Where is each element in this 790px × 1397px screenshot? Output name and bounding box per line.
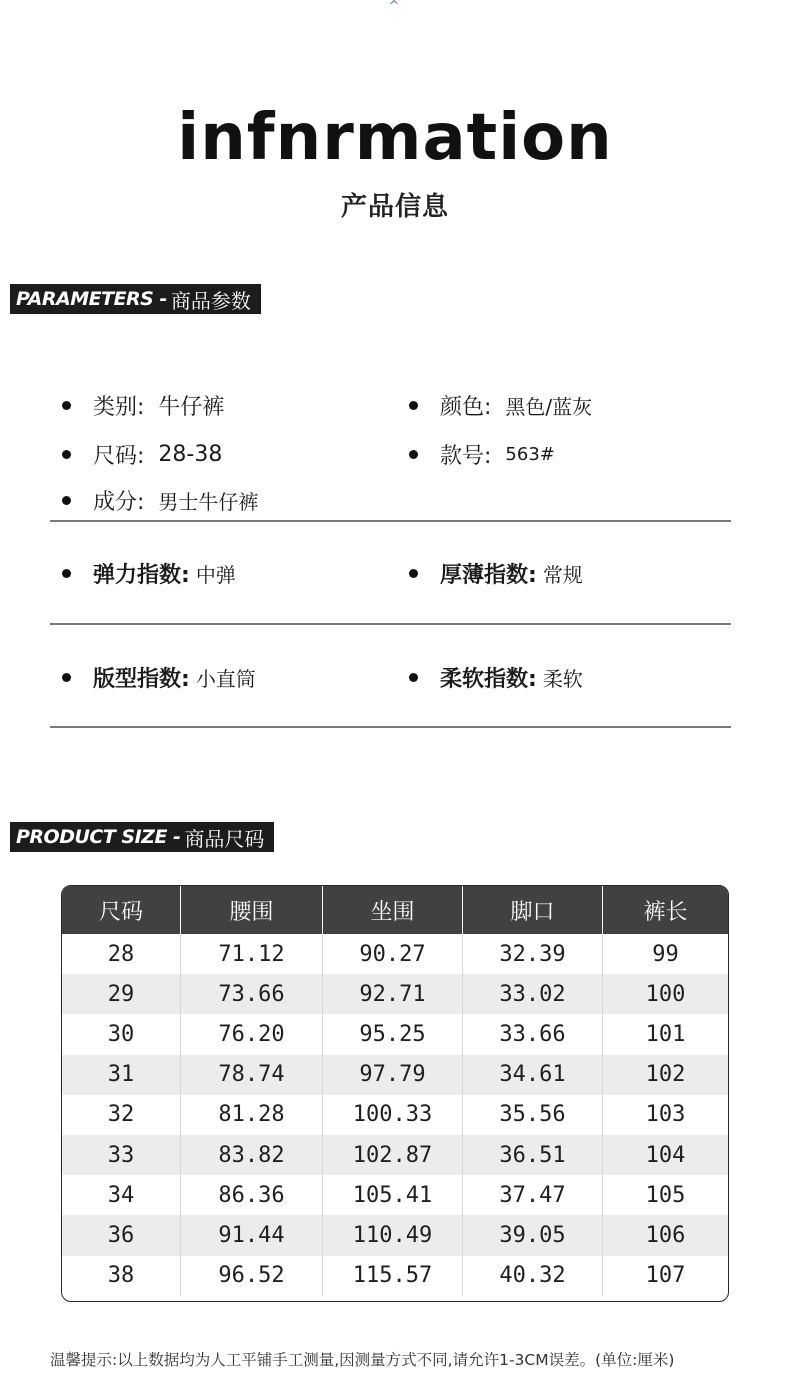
table-header-cell: 脚口 — [463, 886, 603, 934]
parameters-section-tag — [10, 284, 261, 314]
table-cell: 102.87 — [323, 1135, 463, 1175]
table-cell: 81.28 — [181, 1095, 323, 1135]
table-cell: 106 — [645, 1222, 686, 1248]
table-header-cell: 坐围 — [323, 886, 463, 934]
divider — [50, 520, 731, 522]
table-row — [62, 1135, 728, 1175]
param-label: 成分: — [93, 489, 145, 515]
param-value: 男士牛仔裤 — [158, 489, 259, 514]
table-cell: 76.20 — [181, 1014, 323, 1054]
param-row-4 — [0, 553, 790, 593]
table-row — [62, 974, 728, 1014]
param-label: 版型指数: — [93, 666, 190, 692]
param-elasticity — [62, 553, 236, 593]
bullet-icon — [62, 401, 71, 410]
param-label: 柔软指数: — [440, 666, 537, 692]
table-cell: 91.44 — [181, 1215, 323, 1255]
bullet-icon — [409, 401, 418, 410]
param-row-5 — [0, 657, 790, 697]
table-cell: 35.56 — [463, 1095, 603, 1135]
parameters-tag-en: PARAMETERS - — [16, 288, 167, 310]
caret-up-icon[interactable]: ^ — [388, 0, 400, 14]
table-cell: 103 — [645, 1102, 686, 1128]
param-label: 颜色: — [440, 394, 492, 420]
table-cell: 71.12 — [181, 934, 323, 974]
table-cell: 38 — [62, 1256, 181, 1296]
table-cell: 102 — [645, 1062, 686, 1088]
param-value: 黑色/蓝灰 — [505, 394, 593, 419]
table-cell: 36.51 — [463, 1135, 603, 1175]
table-cell: 40.32 — [463, 1256, 603, 1296]
table-header-cell: 尺码 — [62, 886, 181, 934]
table-cell: 78.74 — [181, 1055, 323, 1095]
table-row — [62, 1215, 728, 1255]
table-row — [62, 1256, 728, 1296]
bullet-icon — [409, 569, 418, 578]
param-value: 常规 — [542, 562, 583, 587]
table-cell: 33.02 — [463, 974, 603, 1014]
param-label: 尺码: — [93, 443, 145, 469]
bullet-icon — [62, 496, 71, 505]
table-row — [62, 934, 728, 974]
size-tag-cn: 商品尺码 — [184, 826, 265, 851]
table-cell: 96.52 — [181, 1256, 323, 1296]
bullet-icon — [62, 569, 71, 578]
table-header-cell: 裤长 — [643, 899, 688, 925]
bullet-icon — [409, 450, 418, 459]
table-cell: 95.25 — [323, 1014, 463, 1054]
table-cell: 83.82 — [181, 1135, 323, 1175]
table-cell: 104 — [645, 1142, 686, 1168]
table-row — [62, 1175, 728, 1215]
param-value: 中弹 — [195, 562, 236, 587]
table-cell: 107 — [645, 1263, 686, 1289]
size-tag-en: PRODUCT SIZE - — [16, 826, 181, 848]
table-cell: 115.57 — [323, 1256, 463, 1296]
param-size — [62, 434, 222, 474]
table-header — [62, 886, 728, 934]
table-cell: 105 — [645, 1182, 686, 1208]
table-cell: 32.39 — [463, 934, 603, 974]
table-cell: 36 — [62, 1215, 181, 1255]
table-row — [62, 1014, 728, 1054]
table-cell: 37.47 — [463, 1175, 603, 1215]
param-style-no — [409, 434, 555, 474]
table-cell: 101 — [645, 1021, 686, 1047]
bullet-icon — [62, 673, 71, 682]
table-cell: 92.71 — [323, 974, 463, 1014]
table-cell: 97.79 — [323, 1055, 463, 1095]
param-category — [62, 385, 224, 425]
table-cell: 100 — [645, 981, 686, 1007]
param-value: 28-38 — [158, 441, 223, 467]
parameters-tag-cn: 商品参数 — [170, 288, 251, 313]
param-value: 小直筒 — [195, 666, 256, 691]
divider — [50, 726, 731, 728]
bullet-icon — [409, 673, 418, 682]
table-cell: 33 — [62, 1135, 181, 1175]
size-table — [61, 885, 729, 1302]
table-cell: 29 — [62, 974, 181, 1014]
param-label: 款号: — [440, 443, 492, 469]
table-cell: 73.66 — [181, 974, 323, 1014]
table-cell: 100.33 — [323, 1095, 463, 1135]
param-thickness — [409, 553, 583, 593]
table-cell: 86.36 — [181, 1175, 323, 1215]
param-row-2 — [0, 434, 790, 474]
table-row — [62, 1095, 728, 1135]
table-cell: 34 — [62, 1175, 181, 1215]
table-row — [62, 1055, 728, 1095]
param-value: 563# — [505, 443, 555, 465]
param-value: 柔软 — [542, 666, 583, 691]
param-softness — [409, 657, 583, 697]
table-cell: 90.27 — [323, 934, 463, 974]
table-cell: 33.66 — [463, 1014, 603, 1054]
param-row-1 — [0, 385, 790, 425]
table-cell: 31 — [62, 1055, 181, 1095]
param-fit — [62, 657, 256, 697]
param-row-3 — [0, 480, 790, 520]
measurement-note: 温馨提示:以上数据均为人工平铺手工测量,因测量方式不同,请允许1-3CM误差。(单位:厘米) — [50, 1351, 675, 1369]
param-label: 厚薄指数: — [440, 562, 537, 588]
table-cell: 105.41 — [323, 1175, 463, 1215]
table-body — [62, 934, 728, 1296]
table-cell: 39.05 — [463, 1215, 603, 1255]
param-color — [409, 385, 592, 425]
hero-title: infnrmation — [177, 101, 613, 175]
table-cell: 30 — [62, 1014, 181, 1054]
bullet-icon — [62, 450, 71, 459]
table-cell: 34.61 — [463, 1055, 603, 1095]
size-section-tag — [10, 822, 274, 852]
table-cell: 32 — [62, 1095, 181, 1135]
table-header-cell: 腰围 — [181, 886, 323, 934]
param-value: 牛仔裤 — [158, 394, 225, 420]
param-label: 弹力指数: — [93, 562, 190, 588]
divider — [50, 623, 731, 625]
hero-subtitle: 产品信息 — [340, 192, 449, 222]
param-composition — [62, 480, 258, 520]
table-cell: 110.49 — [323, 1215, 463, 1255]
table-cell: 28 — [62, 934, 181, 974]
table-cell: 99 — [652, 941, 679, 967]
param-label: 类别: — [93, 394, 145, 420]
